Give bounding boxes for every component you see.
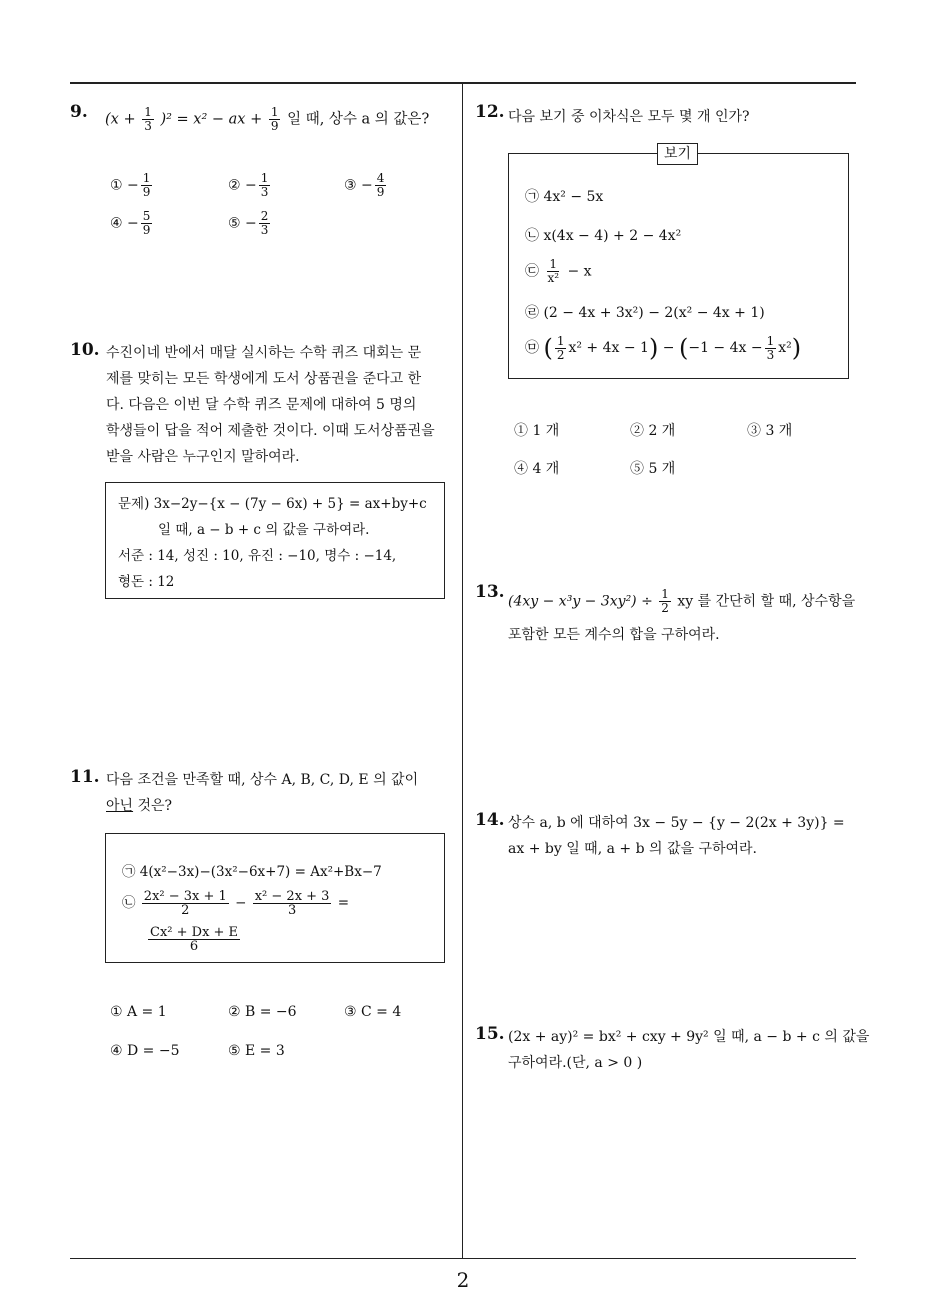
problem-box	[105, 482, 445, 599]
choice-3[interactable]: ③ − $\frac{4}{9}$	[344, 171, 385, 199]
question-text-line: 다. 다음은 이번 달 수학 퀴즈 문제에 대하여 5 명의	[106, 397, 417, 413]
choice-5[interactable]: ⑤ E = 3	[228, 1043, 285, 1059]
question-number: 10.	[70, 340, 100, 360]
question-text-line: ax + by 일 때, a + b 의 값을 구하여라.	[508, 841, 758, 857]
top-rule	[70, 82, 856, 84]
choice-2[interactable]: ② − $\frac{1}{3}$	[228, 171, 269, 199]
condition-1: ㉠ 4(x²−3x)−(3x²−6x+7) = Ax²+Bx−7	[122, 864, 382, 880]
choice-2[interactable]: ② B = −6	[228, 1004, 297, 1020]
question-text-line: 포함한 모든 계수의 합을 구하여라.	[508, 627, 720, 643]
example-item-1: ㉠ 4x² − 5x	[525, 189, 604, 205]
choice-4[interactable]: ④ D = −5	[110, 1043, 180, 1059]
condition-2-result: $\frac{\text{Cx² + Dx + E}}{6}$	[150, 925, 239, 954]
choice-3[interactable]: ③ C = 4	[344, 1004, 402, 1020]
condition-box	[105, 833, 445, 963]
box-line: 일 때, a − b + c 의 값을 구하여라.	[158, 522, 370, 538]
example-item-4: ㉣ (2 − 4x + 3x²) − 2(x² − 4x + 1)	[525, 305, 765, 321]
choice-1[interactable]: ① A = 1	[110, 1004, 167, 1020]
question-number: 15.	[475, 1024, 505, 1044]
question-text-line: 다음 조건을 만족할 때, 상수 A, B, C, D, E 의 값이	[106, 772, 419, 788]
choice-5[interactable]: ⑤ 5 개	[630, 461, 676, 477]
choice-1[interactable]: ① 1 개	[514, 423, 560, 439]
example-box-label: 보기	[657, 143, 698, 165]
choice-2[interactable]: ② 2 개	[630, 423, 676, 439]
question-text-line: 상수 a, b 에 대하여 3x − 5y − {y − 2(2x + 3y)} =	[508, 815, 845, 831]
underlined-word: 아닌	[106, 798, 134, 814]
question-number: 12.	[475, 102, 505, 122]
question-number: 11.	[70, 767, 100, 787]
fraction: $\frac{1}{9}$	[270, 105, 279, 133]
question-text-line: (4xy − x³y − 3xy²) ÷ $\frac{1}{2}$ xy 를 간단히 할 때, 상수항을	[508, 587, 856, 615]
question-number: 9.	[70, 102, 88, 122]
question-text-line: 받을 사람은 누구인지 말하여라.	[106, 449, 300, 465]
box-line: 형돈 : 12	[118, 574, 175, 590]
choice-3[interactable]: ③ 3 개	[747, 423, 793, 439]
question-number: 14.	[475, 810, 505, 830]
example-box	[508, 146, 849, 379]
question-text-line: (2x + ay)² = bx² + cxy + 9y² 일 때, a − b + c 의 값을	[508, 1029, 870, 1045]
column-divider	[462, 83, 463, 1259]
condition-2: ㉡ $\frac{\text{2x² − 3x + 1}}{2}$ − $\frac{\text{x² − 2x + 3}}{3}$ =	[122, 889, 350, 918]
choice-5[interactable]: ⑤ − $\frac{2}{3}$	[228, 209, 269, 237]
page-number: 2	[456, 1268, 470, 1292]
question-text: 다음 보기 중 이차식은 모두 몇 개 인가?	[508, 109, 750, 125]
example-item-5: ㉤ ( $\frac{1}{2}$ x² + 4x − 1) − (−1 − 4x − $\frac{1}{3}$ x²)	[525, 333, 802, 362]
question-text-line: 아닌 것은?	[106, 798, 173, 814]
choice-1[interactable]: ① − $\frac{1}{9}$	[110, 171, 151, 199]
example-item-2: ㉡ x(4x − 4) + 2 − 4x²	[525, 228, 682, 244]
box-line: 서준 : 14, 성진 : 10, 유진 : −10, 명수 : −14,	[118, 548, 397, 564]
question-text-line: 제를 맞히는 모든 학생에게 도서 상품권을 준다고 한	[106, 371, 422, 387]
fraction: $\frac{1}{3}$	[144, 105, 152, 133]
question-number: 13.	[475, 582, 505, 602]
question-text-line: 학생들이 답을 적어 제출한 것이다. 이때 도서상품권을	[106, 423, 435, 439]
bottom-rule	[70, 1258, 856, 1259]
box-line: 문제) 3x−2y−{x − (7y − 6x) + 5} = ax+by+c	[118, 496, 427, 512]
choice-4[interactable]: ④ − $\frac{5}{9}$	[110, 209, 151, 237]
example-item-3: ㉢ $\frac{1}{\text{x²}}$ − x	[525, 257, 592, 285]
question-text-line: 수진이네 반에서 매달 실시하는 수학 퀴즈 대회는 문	[106, 345, 422, 361]
question-text: (x + $\frac{1}{3}$ )² = x² − ax + $\frac{1}{9}$ 일 때, 상수 a 의 값은?	[105, 105, 430, 133]
choice-4[interactable]: ④ 4 개	[514, 461, 560, 477]
question-text-line: 구하여라.(단, a > 0 )	[508, 1055, 643, 1071]
